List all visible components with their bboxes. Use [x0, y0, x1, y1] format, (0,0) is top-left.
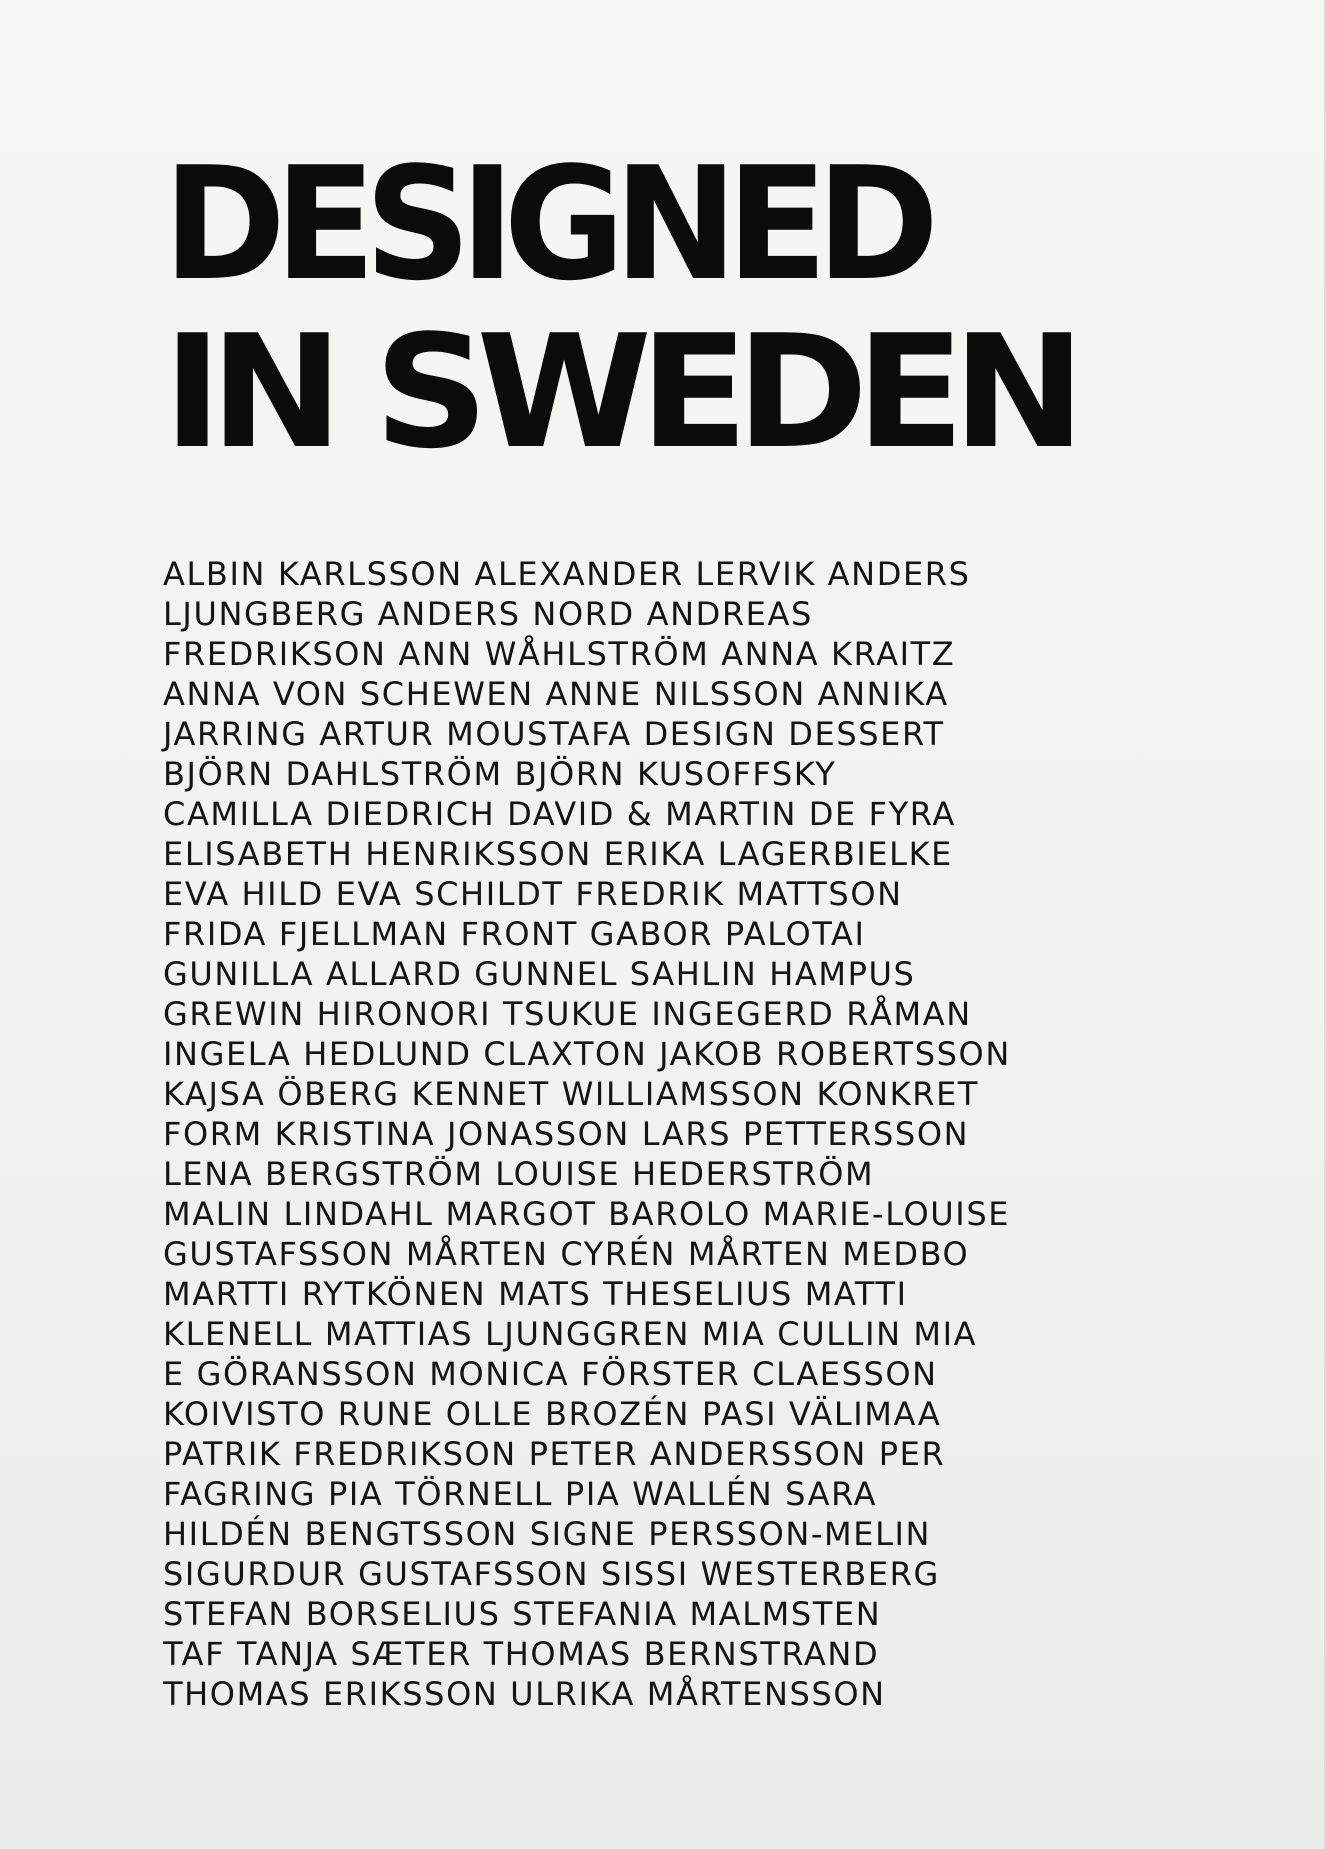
- name-line: LENA BERGSTRÖM LOUISE HEDERSTRÖM: [163, 1155, 875, 1193]
- name-line: MARTTI RYTKÖNEN MATS THESELIUS MATTI: [163, 1275, 908, 1313]
- name-line: GUSTAFSSON MÅRTEN CYRÉN MÅRTEN MEDBO: [163, 1235, 970, 1273]
- cover-title: [163, 133, 1074, 483]
- name-line: INGELA HEDLUND CLAXTON JAKOB ROBERTSSON: [163, 1035, 1011, 1073]
- name-line: TAF TANJA SÆTER THOMAS BERNSTRAND: [163, 1635, 880, 1673]
- name-line: STEFAN BORSELIUS STEFANIA MALMSTEN: [163, 1595, 882, 1633]
- name-line: SIGURDUR GUSTAFSSON SISSI WESTERBERG: [163, 1555, 940, 1593]
- name-line: FRIDA FJELLMAN FRONT GABOR PALOTAI: [163, 915, 866, 953]
- name-line: JARRING ARTUR MOUSTAFA DESIGN DESSERT: [163, 715, 945, 753]
- name-line: BJÖRN DAHLSTRÖM BJÖRN KUSOFFSKY: [163, 755, 837, 793]
- name-line: FORM KRISTINA JONASSON LARS PETTERSSON: [163, 1115, 970, 1153]
- name-line: KLENELL MATTIAS LJUNGGREN MIA CULLIN MIA: [163, 1315, 978, 1353]
- name-line: GUNILLA ALLARD GUNNEL SAHLIN HAMPUS: [163, 955, 916, 993]
- title-line: DESIGNED: [163, 133, 928, 315]
- name-line: ELISABETH HENRIKSSON ERIKA LAGERBIELKE: [163, 835, 953, 873]
- name-line: KOIVISTO RUNE OLLE BROZÉN PASI VÄLIMAA: [163, 1395, 942, 1433]
- name-line: MALIN LINDAHL MARGOT BAROLO MARIE-LOUISE: [163, 1195, 1011, 1233]
- name-line: HILDÉN BENGTSSON SIGNE PERSSON-MELIN: [163, 1515, 932, 1553]
- title-line: IN SWEDEN: [163, 301, 1074, 483]
- name-line: EVA HILD EVA SCHILDT FREDRIK MATTSON: [163, 875, 903, 913]
- name-line: LJUNGBERG ANDERS NORD ANDREAS: [163, 595, 813, 633]
- name-line: CAMILLA DIEDRICH DAVID & MARTIN DE FYRA: [163, 795, 956, 833]
- name-line: ALBIN KARLSSON ALEXANDER LERVIK ANDERS: [163, 555, 971, 593]
- name-line: THOMAS ERIKSSON ULRIKA MÅRTENSSON: [163, 1675, 886, 1713]
- designer-names-list: [163, 554, 1203, 1714]
- name-line: GREWIN HIRONORI TSUKUE INGEGERD RÅMAN: [163, 995, 972, 1033]
- name-line: FAGRING PIA TÖRNELL PIA WALLÉN SARA: [163, 1475, 878, 1513]
- name-line: E GÖRANSSON MONICA FÖRSTER CLAESSON: [163, 1355, 938, 1393]
- name-line: PATRIK FREDRIKSON PETER ANDERSSON PER: [163, 1435, 946, 1473]
- name-line: FREDRIKSON ANN WÅHLSTRÖM ANNA KRAITZ: [163, 635, 956, 673]
- name-line: KAJSA ÖBERG KENNET WILLIAMSSON KONKRET: [163, 1075, 980, 1113]
- name-line: ANNA VON SCHEWEN ANNE NILSSON ANNIKA: [163, 675, 949, 713]
